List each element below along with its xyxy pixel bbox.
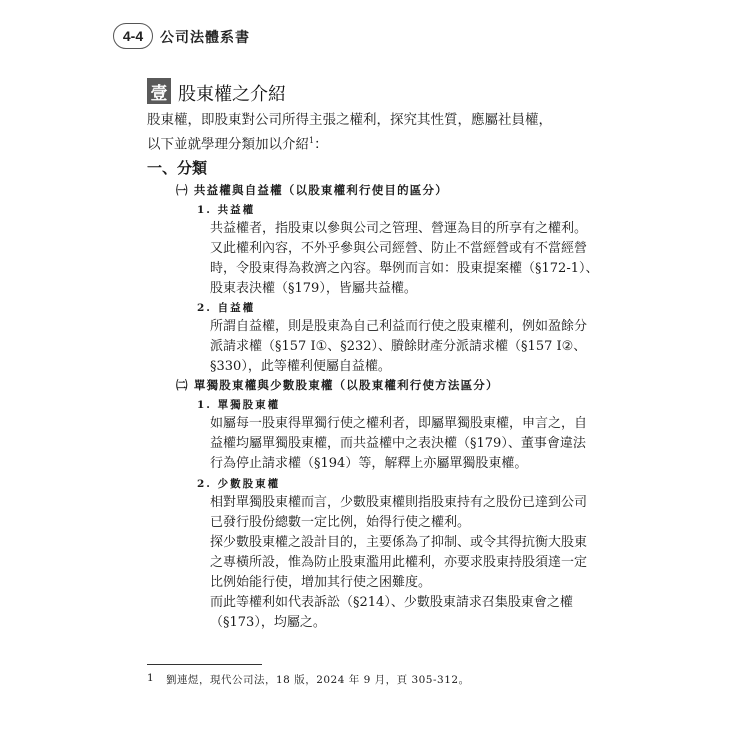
footnote-ref: 1 (309, 136, 315, 145)
intro-line-2: 以下並就學理分類加以介紹$^1$： (147, 136, 328, 153)
item-1-1-line-2: 又此權利內容，不外乎參與公司經營、防止不當經營或有不當經營 (210, 241, 588, 256)
item-2-2-line-6: 而此等權利如代表訴訟（§214）、少數股東請求召集股東會之權 (210, 595, 573, 610)
section-number: 壹 (150, 83, 168, 104)
page-number-badge (113, 23, 153, 49)
item-1-1-label: 1. 共益權 (197, 204, 256, 216)
item-1-1-line-3: 時，令股東得為救濟之內容。舉例而言如：股東提案權（§172-1）、 (210, 261, 599, 276)
item-2-2-line-2: 已發行股份總數一定比例，始得行使之權利。 (210, 515, 471, 530)
part-heading: 一、分類 (147, 159, 208, 177)
item-2-2-line-3: 探少數股東權之設計目的，主要係為了抑制、或令其得抗衡大股東 (210, 535, 588, 550)
section-number-badge (147, 78, 171, 104)
item-1-2-line-1: 所謂自益權，則是股東為自己利益而行使之股東權利，例如盈餘分 (210, 319, 588, 334)
footnote-divider (147, 664, 262, 665)
item-2-1-line-3: 行為停止請求權（§194）等，解釋上亦屬單獨股東權。 (210, 456, 528, 471)
item-1-1-line-4: 股東表決權（§179），皆屬共益權。 (210, 281, 417, 296)
section-title: 股東權之介紹 (178, 84, 286, 105)
item-2-1-label: 1. 單獨股東權 (197, 399, 281, 411)
footnote-number: 1 (147, 672, 155, 684)
item-2-2-line-4: 之專橫所設，惟為防止股東濫用此權利，亦要求股東持股須達一定 (210, 555, 588, 570)
page-number: 4-4 (122, 28, 144, 44)
item-2-2-label: 2. 少數股東權 (197, 478, 281, 490)
item-1-2-label: 2. 自益權 (197, 302, 256, 314)
item-2-2-line-1: 相對單獨股東權而言，少數股東權則指股東持有之股份已達到公司 (210, 495, 588, 510)
intro-line-1: 股東權，即股東對公司所得主張之權利，探究其性質，應屬社員權， (147, 112, 552, 128)
item-2-1-line-2: 益權均屬單獨股東權，而共益權中之表決權（§179）、董事會違法 (210, 436, 586, 451)
item-1-1-line-1: 共益權者，指股東以參與公司之管理、營運為目的所享有之權利。 (210, 221, 588, 236)
subsection-1-heading: ㈠ 共益權與自益權（以股東權利行使目的區分） (176, 183, 448, 197)
series-title: 公司法體系書 (160, 30, 250, 46)
item-1-2-line-2: 派請求權（§157 Ⅰ①、§232）、賸餘財產分派請求權（§157 Ⅰ②、 (210, 339, 587, 354)
item-2-2-line-7: （§173），均屬之。 (210, 615, 326, 630)
item-1-2-line-3: §330），此等權利便屬自益權。 (210, 359, 391, 374)
item-2-2-line-5: 比例始能行使，增加其行使之困難度。 (210, 575, 432, 590)
item-2-1-line-1: 如屬每一股東得單獨行使之權利者，即屬單獨股東權，申言之，自 (210, 416, 588, 431)
subsection-2-heading: ㈡ 單獨股東權與少數股東權（以股東權利行使方法區分） (176, 378, 499, 392)
footnote-text: 劉連煜，現代公司法，18 版，2024 年 9 月，頁 305-312。 (166, 674, 470, 686)
